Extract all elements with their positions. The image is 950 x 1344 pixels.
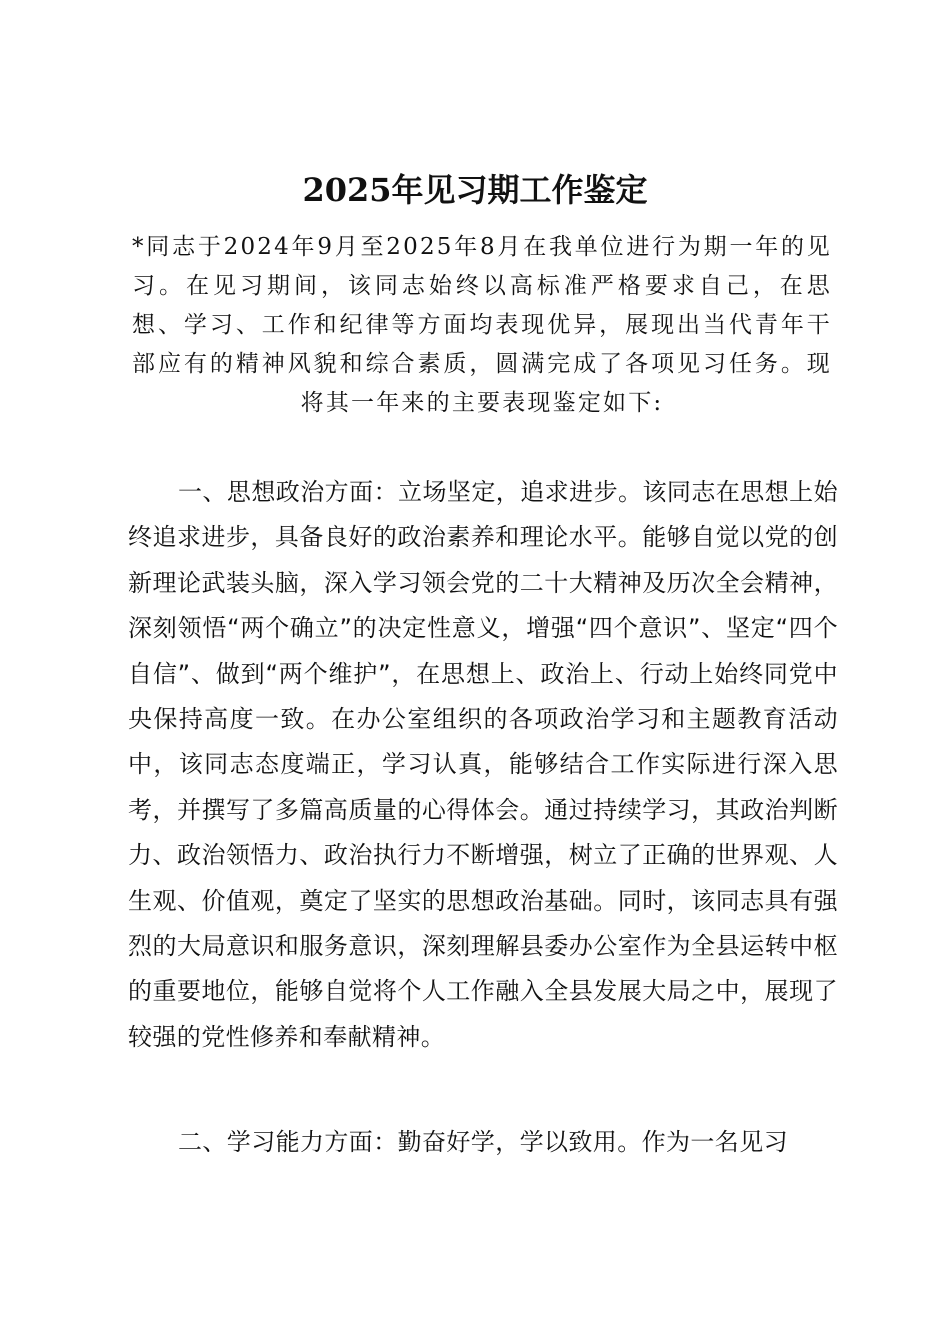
intro-paragraph: *同志于2024年9月至2025年8月在我单位进行为期一年的见习。在见习期间，该同志始终以高标准严格要求自己，在思想、学习、工作和纪律等方面均表现优异，展现出当代青年干部应有的精神风貌和综合素质，圆满完成了各项见习任务。现将其一年来的主要表现鉴定如下: <box>132 234 832 416</box>
document-title: 2025年见习期工作鉴定 <box>302 171 648 209</box>
body-paragraph-learning: 二、学习能力方面：勤奋好学，学以致用。作为一名见习 <box>178 1128 788 1156</box>
body-paragraph-ideology: 一、思想政治方面：立场坚定，追求进步。该同志在思想上始终追求进步，具备良好的政治素养和理论水平。能够自觉以党的创新理论武装头脑，深入学习领会党的二十大精神及历次全会精神，深刻领悟“两个确立”的决定性意义，增强“四个意识”、坚定“四个自信”、做到“两个维护”，在思想上、政治上、行动上始终同党中央保持高度一致。在办公室组织的各项政治学习和主题教育活动中，该同志态度端正，学习认真，能够结合工作实际进行深入思考，并撰写了多篇高质量的心得体会。通过持续学习，其政治判断力、政治领悟力、政治执行力不断增强，树立了正确的世界观、人生观、价值观，奠定了坚实的思想政治基础。同时，该同志具有强烈的大局意识和服务意识，深刻理解县委办公室作为全县运转中枢的重要地位，能够自觉将个人工作融入全县发展大局之中，展现了较强的党性修养和奉献精神。 <box>128 478 838 1051</box>
